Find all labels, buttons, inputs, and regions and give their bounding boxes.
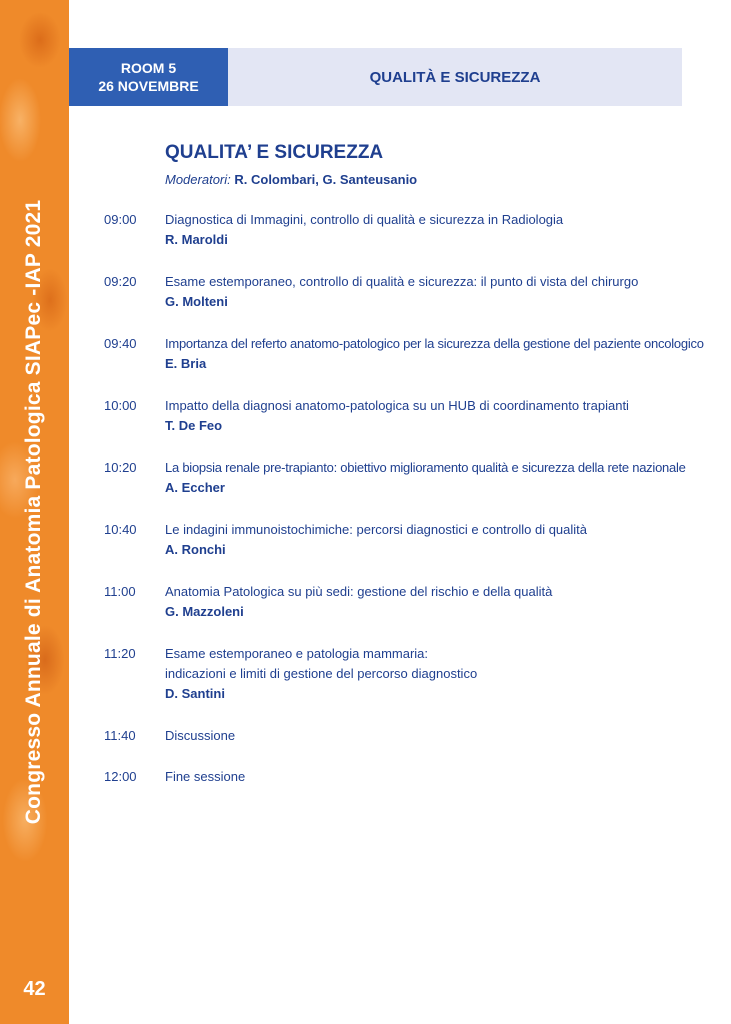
- side-band: [0, 0, 69, 1024]
- item-time: 12:00: [104, 769, 137, 784]
- item-title: Esame estemporaneo e patologia mammaria:: [165, 646, 429, 661]
- item-speaker: R. Maroldi: [165, 232, 228, 247]
- date-label: 26 NOVEMBRE: [98, 78, 199, 94]
- header-session-title: QUALITÀ E SICUREZZA: [228, 48, 682, 106]
- item-time: 11:20: [104, 646, 136, 661]
- item-title: Importanza del referto anatomo-patologico per la sicurezza della gestione del paziente oncologico: [165, 336, 704, 351]
- item-time: 10:20: [104, 460, 137, 475]
- item-speaker: G. Mazzoleni: [165, 604, 244, 619]
- item-title: La biopsia renale pre-trapianto: obiettivo miglioramento qualità e sicurezza della rete nazionale: [165, 460, 686, 475]
- item-time: 10:40: [104, 522, 137, 537]
- item-speaker: G. Molteni: [165, 294, 228, 309]
- item-title: Diagnostica di Immagini, controllo di qualità e sicurezza in Radiologia: [165, 212, 564, 227]
- item-time: 09:40: [104, 336, 137, 351]
- item-title: Fine sessione: [165, 769, 246, 784]
- item-speaker: D. Santini: [165, 686, 225, 701]
- item-speaker: A. Ronchi: [165, 542, 226, 557]
- item-time: 10:00: [104, 398, 137, 413]
- session-title: QUALITA’ E SICUREZZA: [165, 142, 384, 163]
- item-title: Le indagini immunoistochimiche: percorsi diagnostici e controllo di qualità: [165, 522, 587, 537]
- item-speaker: A. Eccher: [165, 480, 225, 495]
- room-label: ROOM 5: [120, 60, 177, 76]
- moderators-names: R. Colombari, G. Santeusanio: [234, 172, 418, 187]
- room-header: [69, 48, 682, 106]
- moderators-label: Moderatori:: [165, 172, 231, 187]
- item-title: Impatto della diagnosi anatomo-patologica su un HUB di coordinamento trapianti: [165, 398, 629, 413]
- item-speaker: E. Bria: [165, 356, 207, 371]
- item-title: Discussione: [165, 728, 236, 743]
- item-time: 11:40: [104, 728, 136, 743]
- item-time: 11:00: [104, 584, 136, 599]
- item-time: 09:00: [104, 212, 137, 227]
- item-title-line2: indicazioni e limiti di gestione del percorso diagnostico: [165, 666, 478, 681]
- moderators: [165, 172, 417, 187]
- item-speaker: T. De Feo: [165, 418, 223, 433]
- page-number: 42: [23, 978, 46, 1000]
- item-title: Esame estemporaneo, controllo di qualità e sicurezza: il punto di vista del chirurgo: [165, 274, 639, 289]
- congress-title: Congresso Annuale di Anatomia Patologica SIAPec -IAP 2021: [22, 199, 45, 825]
- room-date-box: [69, 48, 228, 106]
- item-title: Anatomia Patologica su più sedi: gestione del rischio e della qualità: [165, 584, 553, 599]
- item-time: 09:20: [104, 274, 137, 289]
